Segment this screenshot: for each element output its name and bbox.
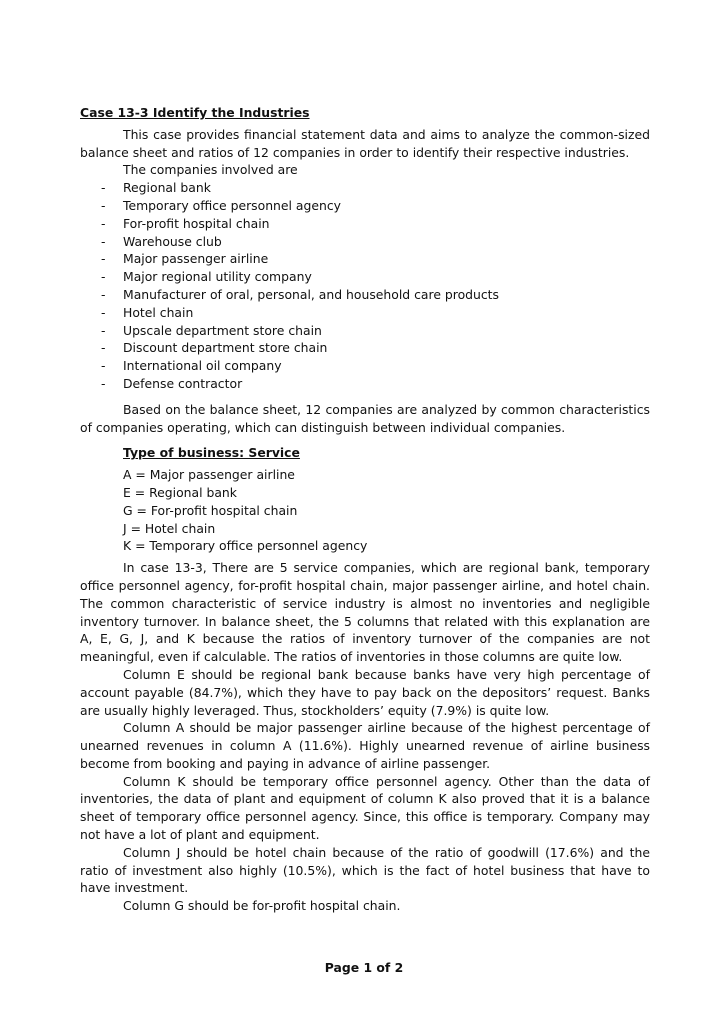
list-item: - Manufacturer of oral, personal, and household care products xyxy=(101,286,499,302)
list-item: - For-profit hospital chain xyxy=(101,215,270,231)
document-page xyxy=(80,104,650,915)
bullet-dash: - xyxy=(101,180,106,196)
bullet-dash: - xyxy=(101,251,106,267)
bullet-dash: - xyxy=(101,375,106,391)
bullet-dash: - xyxy=(101,197,106,213)
list-item: - Major passenger airline xyxy=(101,251,269,267)
bullet-dash: - xyxy=(101,233,106,249)
body-paragraph: Column A should be major passenger airline because of the highest percentage of unearned revenues in column A (11.6%). Highly unearned revenue of airline business become from booking and paying in advance of airline passenger. xyxy=(80,720,650,771)
page-footer: Page 1 of 2 xyxy=(324,960,404,975)
bullet-dash: - xyxy=(101,304,106,320)
intro-paragraph: This case provides financial statement data and aims to analyze the common-sized balance sheet and ratios of 12 companies in order to identify their respective industries. xyxy=(80,126,650,160)
list-item: - International oil company xyxy=(101,358,282,374)
list-item: - Major regional utility company xyxy=(101,269,312,285)
list-item: - Discount department store chain xyxy=(101,340,328,356)
body-paragraph: In case 13-3, There are 5 service companies, which are regional bank, temporary office personnel agency, for-profit hospital chain, major passenger airline, and hotel chain. The common characteristic of service industry is almost no inventories and negligible inventory turnover. In balance sheet, the 5 columns that related with this explanation are A, E, G, J, and K because the ratios of inventory turnover of the companies are not meaningful, even if calculable. The ratios of inventories in those columns are quite low. xyxy=(80,560,650,665)
companies-list xyxy=(80,179,650,393)
bullet-dash: - xyxy=(101,322,106,338)
list-item: - Hotel chain xyxy=(101,304,194,320)
bullet-dash: - xyxy=(101,286,106,302)
list-item: - Regional bank xyxy=(101,180,211,196)
bullet-dash: - xyxy=(101,358,106,374)
list-item: - Temporary office personnel agency xyxy=(101,197,341,213)
analysis-paragraph: Based on the balance sheet, 12 companies are analyzed by common characteristics of companies operating, which can distinguish between individual companies. xyxy=(80,401,650,435)
case-title: Case 13-3 Identify the Industries xyxy=(80,105,310,120)
mapping-item: G = For-profit hospital chain xyxy=(123,502,298,518)
list-item: - Defense contractor xyxy=(101,375,243,391)
bullet-dash: - xyxy=(101,215,106,231)
body-paragraph: Column K should be temporary office personnel agency. Other than the data of inventories, the data of plant and equipment of column K also proved that it is a balance sheet of temporary office personnel agency. Since, this office is temporary. Company may not have a lot of plant and equipment. xyxy=(80,773,650,843)
mapping-item: A = Major passenger airline xyxy=(123,467,295,483)
list-item: - Warehouse club xyxy=(101,233,222,249)
bullet-dash: - xyxy=(101,340,106,356)
body-paragraph: Column E should be regional bank because banks have very high percentage of account payable (84.7%), which they have to pay back on the depositors’ request. Banks are usually highly leveraged. Thus, stockholders’ equity (7.9%) is quite low. xyxy=(80,666,650,718)
bullet-dash: - xyxy=(101,269,106,285)
service-heading: Type of business: Service xyxy=(123,445,300,461)
last-paragraph: Column G should be for-profit hospital chain. xyxy=(123,898,401,914)
mapping-item: K = Temporary office personnel agency xyxy=(123,538,368,554)
mapping-item: E = Regional bank xyxy=(123,484,237,500)
mapping-item: J = Hotel chain xyxy=(123,520,216,536)
body-paragraph: Column J should be hotel chain because of the ratio of goodwill (17.6%) and the ratio of investment also highly (10.5%), which is the fact of hotel business that have to have investment. xyxy=(80,844,650,896)
list-item: - Upscale department store chain xyxy=(101,322,322,338)
companies-intro: The companies involved are xyxy=(123,162,298,178)
